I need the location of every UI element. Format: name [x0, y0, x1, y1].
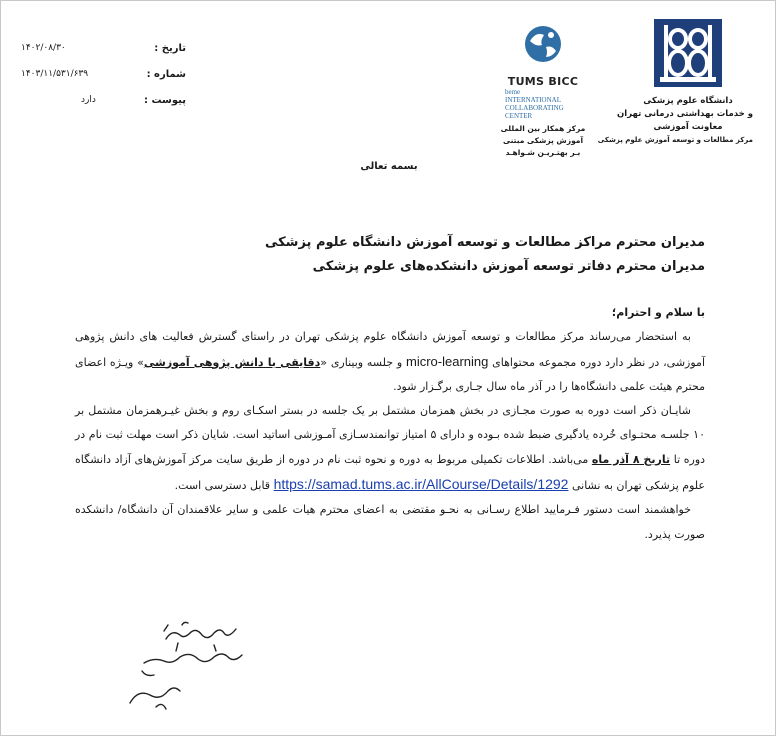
heading: بسمه تعالی	[360, 161, 418, 172]
bicc-persian-line3: بـر بهتـریـن شـواهـد	[505, 148, 581, 157]
paragraph-1	[75, 325, 705, 399]
number-value: ۱۴۰۳/۱۱/۵۳۱/۶۳۹	[21, 69, 89, 79]
handwritten-signature	[106, 611, 306, 721]
paragraph-2	[75, 399, 705, 498]
recipients	[45, 231, 705, 279]
date-row	[21, 35, 186, 61]
paragraph-3: خواهشمند است دستور فـرمایید اطلاع رسـانی به نحـو مقتضی به اعضای محترم هیات علمی و سایر علاقمندان آن دانشگاه/ دانشکده صورت پذیرد.	[75, 503, 705, 541]
p1-text-a: به استحضار می‌رساند مرکز مطالعات و توسعه آموزش دانشگاه علوم پزشکی تهران در راستای گسترش فعالیت های دانش پژوهی آموزشی، در نظر دارد دوره مجموعه محتواهای	[75, 330, 705, 369]
university-header	[597, 17, 753, 147]
p1-text-b: و جلسه وبیناری «	[320, 355, 403, 369]
greeting: با سلام و احترام؛	[611, 306, 705, 319]
recipient-line: مدیران محترم مراکز مطالعات و توسعه آموزش دانشگاه علوم پزشکی	[264, 235, 705, 250]
p2-text-a: شایـان ذکر است دوره به صورت مجـازی در بخش همزمان مشتمل بر یک جلسه در بستر اسکـای روم و بخش غیـرهمزمان مشتمل بر ۱۰ جلسـه محتـوای خُرده یادگیری ضبط شده بـوده و دارای ۵ امتیاز توانمندسـازی آمـوزشی اساتید است. شایان ذکر است مهلت ثبت نام در دوره تا	[75, 404, 706, 466]
letter-meta	[21, 35, 186, 113]
number-label: شماره :	[146, 68, 186, 80]
bicc-english-line4: CENTER	[505, 112, 533, 120]
recipient-line: مدیران محترم دفاتر توسعه آموزش دانشکده‌های علوم پزشکی	[312, 259, 705, 274]
date-value: ۱۴۰۲/۰۸/۳۰	[21, 43, 66, 53]
attachment-label: پیوست :	[143, 94, 186, 106]
p2-text-c: قابل دسترسی است.	[174, 479, 271, 493]
university-name: دانشگاه علوم پزشکی	[643, 96, 733, 106]
bicc-english-line2: INTERNATIONAL	[505, 96, 561, 104]
bicc-name: TUMS BICC	[507, 75, 579, 88]
bicc-persian-line1: مرکز همکار بین المللی	[500, 124, 586, 133]
attachment-row	[21, 87, 186, 113]
letter-body	[75, 301, 705, 547]
bicc-globe-icon	[518, 23, 568, 69]
bicc-persian-line2: آموزش پزشکی مبتنی	[502, 136, 584, 145]
bicc-english-line1: beme	[505, 88, 521, 96]
bicc-header	[495, 23, 591, 159]
date-label: تاریخ :	[154, 42, 186, 54]
university-deputy: معاونت آموزشی	[653, 122, 723, 132]
university-name-line2: و خدمات بهداشتی درمانی تهران	[617, 109, 753, 119]
p1-text-c: » ویـژه اعضای محترم هیئت علمی دانشگاه‌ها را در آذر ماه سال جـاری برگـزار شود.	[75, 355, 705, 393]
attachment-value: دارد	[81, 95, 96, 105]
tums-logo-icon	[652, 17, 724, 89]
university-center: مرکز مطالعات و توسعه آموزش علوم پزشکی	[597, 136, 753, 144]
webinar-title: دقایقی با دانش پژوهی آموزشی	[143, 355, 321, 369]
p2-text-b: می‌باشد. اطلاعات تکمیلی مربوط به دوره و نحوه ثبت نام در دوره از طریق سایت مرکز آموزش‌های آزاد دانشگاه علوم پزشکی تهران به نشانی	[75, 452, 705, 493]
deadline-date: تاریخ ۸ آذر ماه	[591, 452, 671, 466]
micro-learning-term: micro-learning	[405, 353, 489, 369]
number-row	[21, 61, 186, 87]
course-link[interactable]: https://samad.tums.ac.ir/AllCourse/Details/1292	[273, 476, 569, 493]
bicc-english-line3: COLLABORATING	[505, 104, 564, 112]
